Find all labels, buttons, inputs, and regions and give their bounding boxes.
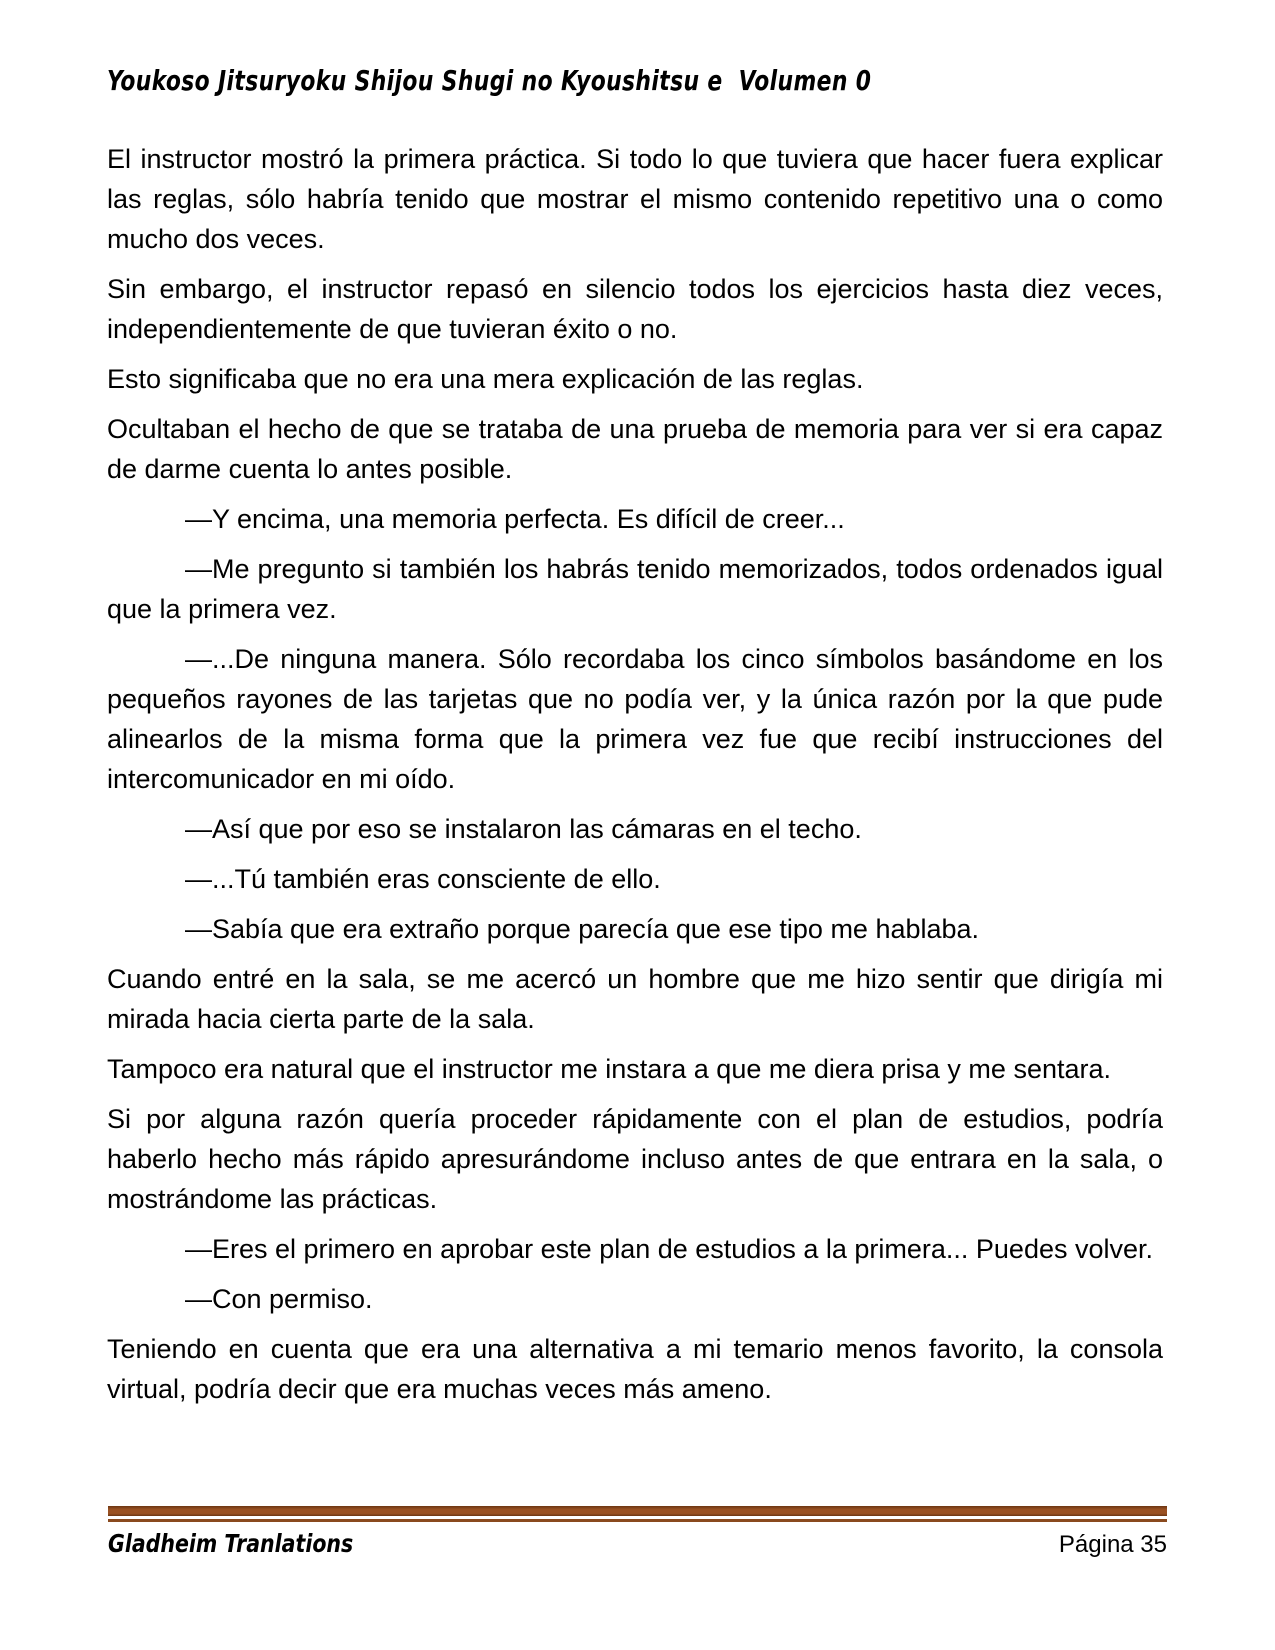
footer-translator-name: Gladheim Tranlations	[108, 1529, 354, 1558]
footer-page-number: Página 35	[1058, 1531, 1167, 1558]
narration-paragraph: Teniendo en cuenta que era una alternativa a mi temario menos favorito, la consola virtual, podría decir que era muchas veces más ameno.	[107, 1334, 1163, 1404]
dialogue-paragraph: —...Tú también eras consciente de ello.	[185, 864, 661, 894]
narration-paragraph: Tampoco era natural que el instructor me instara a que me diera prisa y me sentara.	[107, 1054, 1111, 1084]
footer-rule-thick-line	[108, 1506, 1167, 1516]
narration-paragraph: El instructor mostró la primera práctica. Si todo lo que tuviera que hacer fuera explicar las reglas, sólo habría tenido que mostrar el mismo contenido repetitivo una o como mucho dos veces.	[107, 144, 1163, 254]
footer-rule	[108, 1506, 1167, 1522]
narration-paragraph: Ocultaban el hecho de que se trataba de una prueba de memoria para ver si era capaz de darme cuenta lo antes posible.	[107, 414, 1163, 484]
narration-paragraph: Si por alguna razón quería proceder rápidamente con el plan de estudios, podría haberlo hecho más rápido apresurándome incluso antes de que entrara en la sala, o mostrándome las prácticas.	[107, 1104, 1163, 1214]
footer-rule-thin-line	[108, 1519, 1167, 1522]
narration-paragraph: Sin embargo, el instructor repasó en silencio todos los ejercicios hasta diez veces, independientemente de que tuvieran éxito o no.	[107, 274, 1163, 344]
document-body	[107, 139, 1163, 1419]
page-footer	[108, 1506, 1167, 1559]
dialogue-paragraph: —Y encima, una memoria perfecta. Es difícil de creer...	[185, 504, 845, 534]
dialogue-paragraph: —Con permiso.	[185, 1284, 373, 1314]
dialogue-paragraph: —Me pregunto si también los habrás tenido memorizados, todos ordenados igual que la primera vez.	[107, 554, 1163, 624]
page-header-title: Youkoso Jitsuryoku Shijou Shugi no Kyoushitsu e Volumen 0	[107, 64, 872, 97]
narration-paragraph: Cuando entré en la sala, se me acercó un hombre que me hizo sentir que dirigía mi mirada hacia cierta parte de la sala.	[107, 964, 1163, 1034]
narration-paragraph: Esto significaba que no era una mera explicación de las reglas.	[107, 364, 864, 394]
footer-text-row	[108, 1529, 1167, 1559]
dialogue-paragraph: —Sabía que era extraño porque parecía que ese tipo me hablaba.	[185, 914, 980, 944]
dialogue-paragraph: —Así que por eso se instalaron las cámaras en el techo.	[185, 814, 862, 844]
dialogue-paragraph: —Eres el primero en aprobar este plan de estudios a la primera... Puedes volver.	[185, 1234, 1154, 1264]
dialogue-paragraph: —...De ninguna manera. Sólo recordaba los cinco símbolos basándome en los pequeños rayones de las tarjetas que no podía ver, y la única razón por la que pude alinearlos de la misma forma que la primera vez fue que recibí instrucciones del intercomunicador en mi oído.	[107, 644, 1163, 794]
